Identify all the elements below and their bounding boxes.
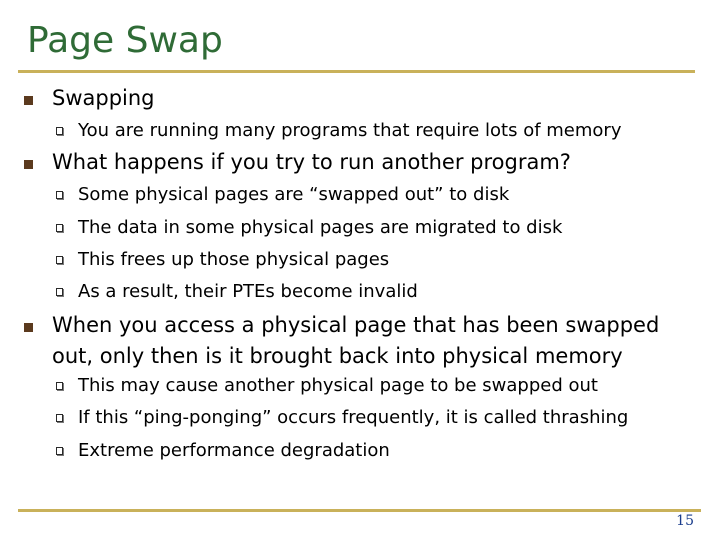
sub-bullet-text: As a result, their PTEs become invalid <box>78 281 418 302</box>
sub-bullet-text: You are running many programs that require lots of memory <box>78 120 622 141</box>
square-bullet-icon <box>24 160 33 169</box>
slide-title: Page Swap <box>27 20 223 61</box>
hollow-square-bullet-icon <box>56 191 63 199</box>
sub-bullet-text: The data in some physical pages are migrated to disk <box>78 217 563 238</box>
square-bullet-icon <box>24 96 33 105</box>
sub-bullet-text: Some physical pages are “swapped out” to disk <box>78 184 510 205</box>
square-bullet-icon <box>24 323 33 332</box>
title-underline <box>18 70 695 73</box>
hollow-square-bullet-icon <box>56 288 63 296</box>
sub-bullet-text: If this “ping-ponging” occurs frequently, it is called thrashing <box>78 407 629 428</box>
bullet-text: When you access a physical page that has been swapped out, only then is it brought back into physical memory <box>52 313 660 368</box>
hollow-square-bullet-icon <box>56 224 63 232</box>
sub-bullet-text: Extreme performance degradation <box>78 440 390 461</box>
hollow-square-bullet-icon <box>56 447 63 455</box>
bullet-text: What happens if you try to run another program? <box>52 150 571 174</box>
page-number: 15 <box>676 513 694 529</box>
sub-bullet-text: This frees up those physical pages <box>78 249 390 270</box>
hollow-square-bullet-icon <box>56 127 63 135</box>
bullet-text: Swapping <box>52 86 155 110</box>
hollow-square-bullet-icon <box>56 382 63 390</box>
hollow-square-bullet-icon <box>56 256 63 264</box>
footer-rule <box>18 509 701 512</box>
sub-bullet-text: This may cause another physical page to be swapped out <box>78 375 598 396</box>
hollow-square-bullet-icon <box>56 414 63 422</box>
